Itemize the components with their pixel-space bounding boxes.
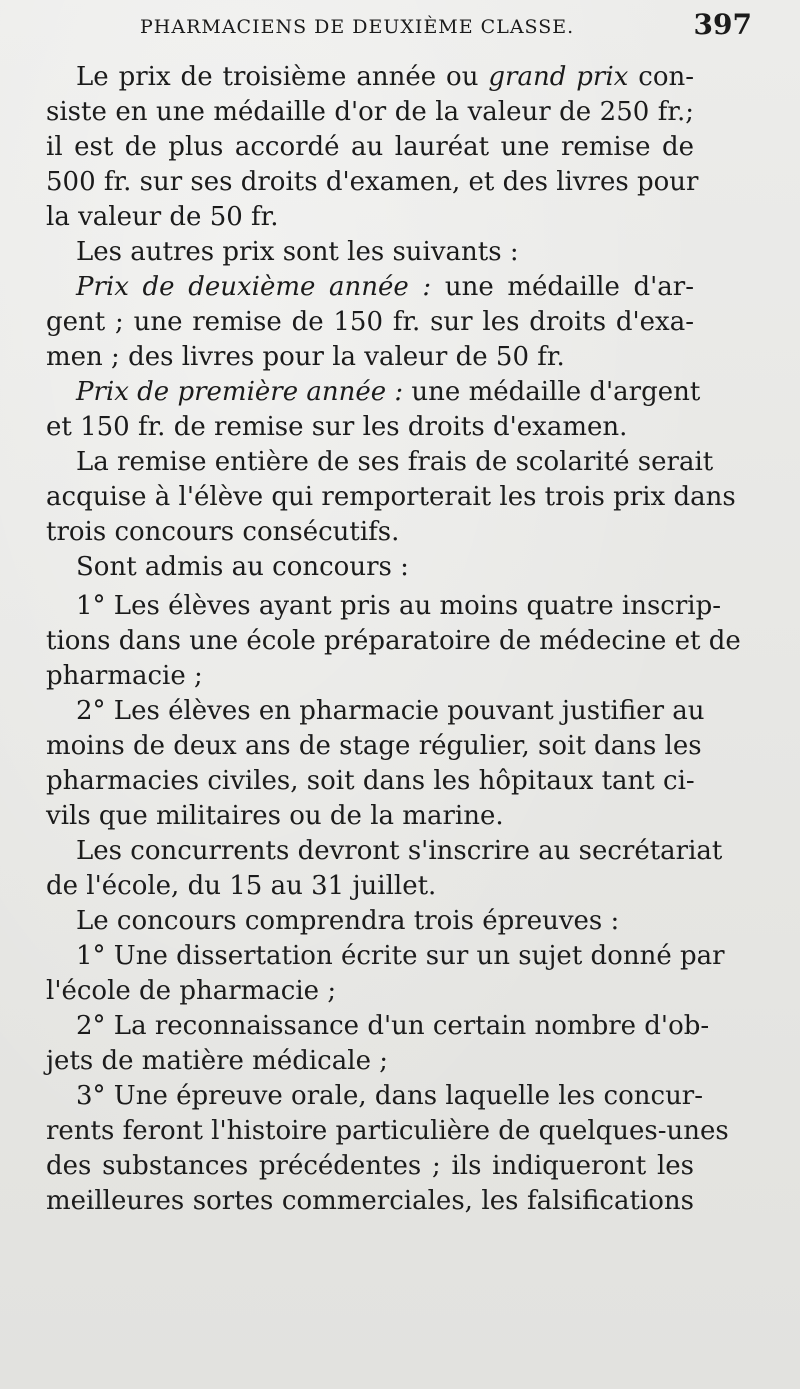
- text-line: gent ; une remise de 150 fr. sur les droits d'exa-: [46, 307, 694, 337]
- page-number: 397: [693, 8, 752, 41]
- text-line: jets de matière médicale ;: [46, 1046, 388, 1076]
- text-line: l'école de pharmacie ;: [46, 976, 337, 1006]
- text-line: tions dans une école préparatoire de médecine et de: [46, 626, 741, 656]
- text-line: la valeur de 50 fr.: [46, 202, 279, 232]
- page-header: [40, 4, 752, 44]
- text-line: 2° La reconnaissance d'un certain nombre d'ob-: [76, 1011, 710, 1041]
- text-line: men ; des livres pour la valeur de 50 fr.: [46, 342, 565, 372]
- text-line-segment: Le prix de troisième année ou: [76, 62, 489, 92]
- text-line: Le concours comprendra trois épreuves :: [76, 906, 620, 936]
- text-line: meilleures sortes commerciales, les falsifications: [46, 1186, 694, 1216]
- text-line: des substances précédentes ; ils indiqueront les: [46, 1151, 694, 1181]
- text-line: rents feront l'histoire particulière de quelques-unes: [46, 1116, 729, 1146]
- text-line: acquise à l'élève qui remporterait les trois prix dans: [46, 482, 736, 512]
- italic-phrase: Prix de deuxième année :: [76, 272, 432, 302]
- text-line: trois concours consécutifs.: [46, 517, 400, 547]
- page-body: [46, 60, 741, 1219]
- text-line: il est de plus accordé au lauréat une remise de: [46, 132, 694, 162]
- text-line: 2° Les élèves en pharmacie pouvant justifier au: [76, 696, 705, 726]
- italic-phrase: Prix de première année :: [76, 377, 404, 407]
- text-line: [46, 60, 694, 95]
- text-line: de l'école, du 15 au 31 juillet.: [46, 871, 437, 901]
- text-line: vils que militaires ou de la marine.: [46, 801, 504, 831]
- text-line-segment: une médaille d'ar-: [431, 272, 694, 302]
- text-line: Les autres prix sont les suivants :: [76, 237, 519, 267]
- text-line: et 150 fr. de remise sur les droits d'examen.: [46, 412, 628, 442]
- text-line: Sont admis au concours :: [76, 552, 409, 582]
- text-line: [46, 270, 694, 305]
- text-line: 500 fr. sur ses droits d'examen, et des livres pour: [46, 167, 699, 197]
- text-line: moins de deux ans de stage régulier, soit dans les: [46, 731, 702, 761]
- running-head: PHARMACIENS DE DEUXIÈME CLASSE.: [140, 16, 575, 38]
- text-line: [46, 375, 701, 410]
- text-line: 3° Une épreuve orale, dans laquelle les concur-: [76, 1081, 704, 1111]
- text-line: La remise entière de ses frais de scolarité serait: [76, 447, 714, 477]
- text-line-segment: con-: [628, 62, 694, 92]
- text-line: siste en une médaille d'or de la valeur de 250 fr.;: [46, 97, 694, 127]
- text-line: Les concurrents devront s'inscrire au secrétariat: [76, 836, 723, 866]
- text-line: 1° Une dissertation écrite sur un sujet donné par: [76, 941, 725, 971]
- text-line: 1° Les élèves ayant pris au moins quatre inscrip-: [76, 591, 722, 621]
- text-line: pharmacies civiles, soit dans les hôpitaux tant ci-: [46, 766, 695, 796]
- italic-phrase: grand prix: [488, 62, 629, 92]
- text-line-segment: une médaille d'argent: [403, 377, 701, 407]
- text-line: pharmacie ;: [46, 661, 203, 691]
